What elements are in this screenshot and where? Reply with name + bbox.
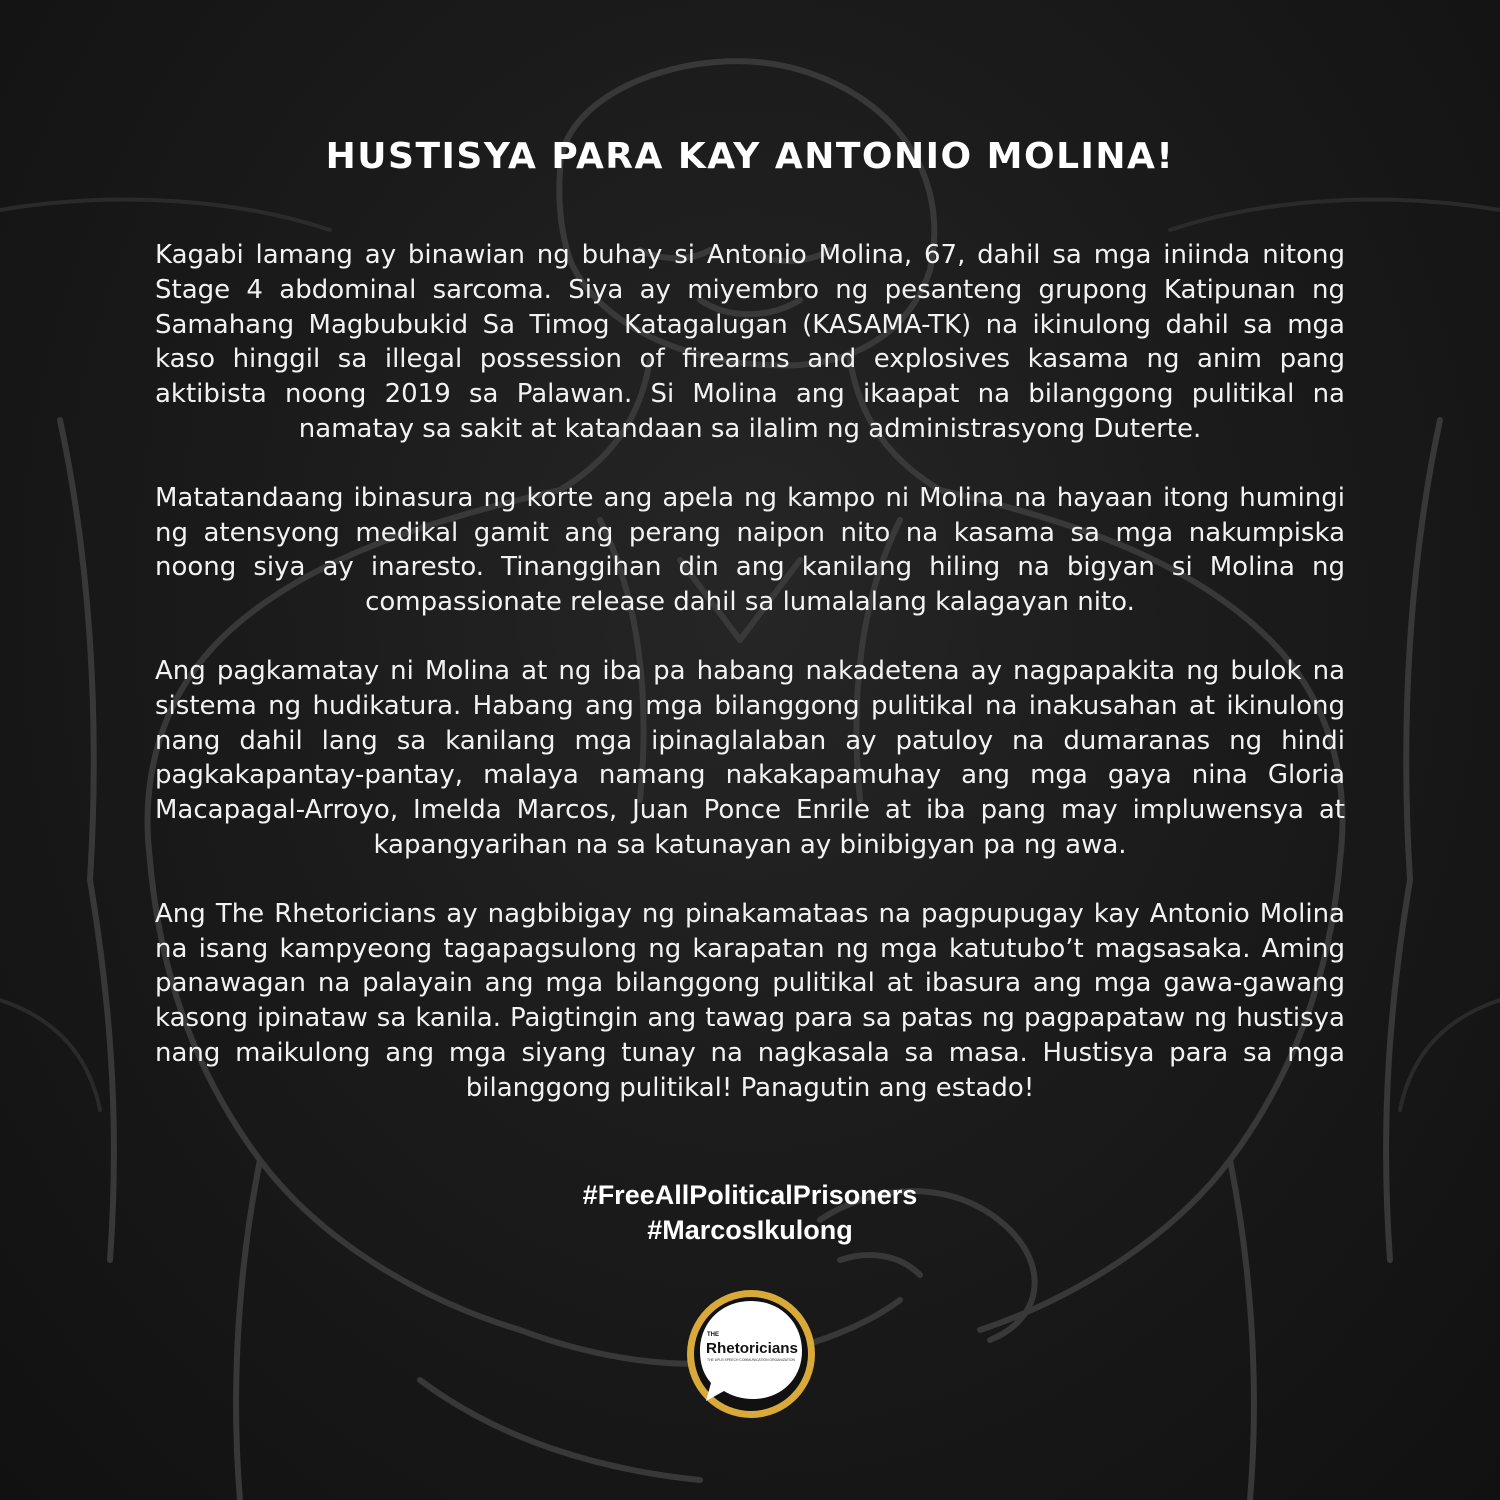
paragraph-4: Ang The Rhetoricians ay nagbibigay ng pinakamataas na pagpupugay kay Antonio Molina na isang kampyeong tagapagsulong ng karapatan ng mga katutubo’t magsasaka. Aming panawagan na palayain ang mga bilanggong pulitikal at ibasura ang mga gawa-gawang kasong ipinataw sa kanila. Paigtingin ang tawag para sa patas ng pagpapataw ng hustisya nang maikulong ang mga siyang tunay na nagkasala sa masa. Hustisya para sa mga bilanggong pulitikal! Panagutin ang estado! — [155, 898, 1345, 1103]
statement-body — [155, 238, 1345, 1140]
hashtag-marcos-ikulong: #MarcosIkulong — [647, 1215, 853, 1245]
paragraph-2: Matatandaang ibinasura ng korte ang apela ng kampo ni Molina na hayaan itong humingi ng atensyong medikal gamit ang perang naipon nito na kasama sa mga nakumpiska noong siya ay inaresto. Tinanggihan din ang kanilang hiling na bigyan si Molina ng compassionate release dahil sa lumalalang kalagayan nito. — [155, 482, 1345, 618]
logo-small-text: THE — [707, 1332, 719, 1338]
hashtag-block — [0, 1178, 1500, 1248]
logo-tagline: THE UPLB SPEECH COMMUNICATION ORGANIZATION — [707, 1358, 796, 1362]
paragraph-1: Kagabi lamang ay binawian ng buhay si Antonio Molina, 67, dahil sa mga iniinda nitong Stage 4 abdominal sarcoma. Siya ay miyembro ng pesanteng grupong Katipunan ng Samahang Magbubukid Sa Timog Katagalugan (KASAMA-TK) na ikinulong dahil sa mga kaso hinggil sa illegal possession of firearms and explosives kasama ng anim pang aktibista noong 2019 sa Palawan. Si Molina ang ikaapat na bilanggong pulitikal na namatay sa sakit at katandaan sa ilalim ng administrasyong Duterte. — [155, 240, 1345, 444]
the-rhetoricians-logo — [684, 1287, 818, 1421]
hashtag-free-all-political-prisoners: #FreeAllPoliticalPrisoners — [582, 1180, 918, 1210]
paragraph-3: Ang pagkamatay ni Molina at ng iba pa habang nakadetena ay nagpapakita ng bulok na sistema ng hudikatura. Habang ang mga bilanggong pulitikal na inakusahan at ikinulong nang dahil lang sa kanilang mga ipinaglalaban ay patuloy na dumaranas ng hindi pagkakapantay-pantay, malaya namang nakakapamuhay ang mga gaya nina Gloria Macapagal-Arroyo, Imelda Marcos, Juan Ponce Enrile at iba pang may impluwensya at kapangyarihan na sa katunayan ay binibigyan pa ng awa. — [155, 655, 1345, 860]
headline: HUSTISYA PARA KAY ANTONIO MOLINA! — [325, 136, 1175, 177]
logo-name: Rhetoricians — [706, 1340, 798, 1357]
